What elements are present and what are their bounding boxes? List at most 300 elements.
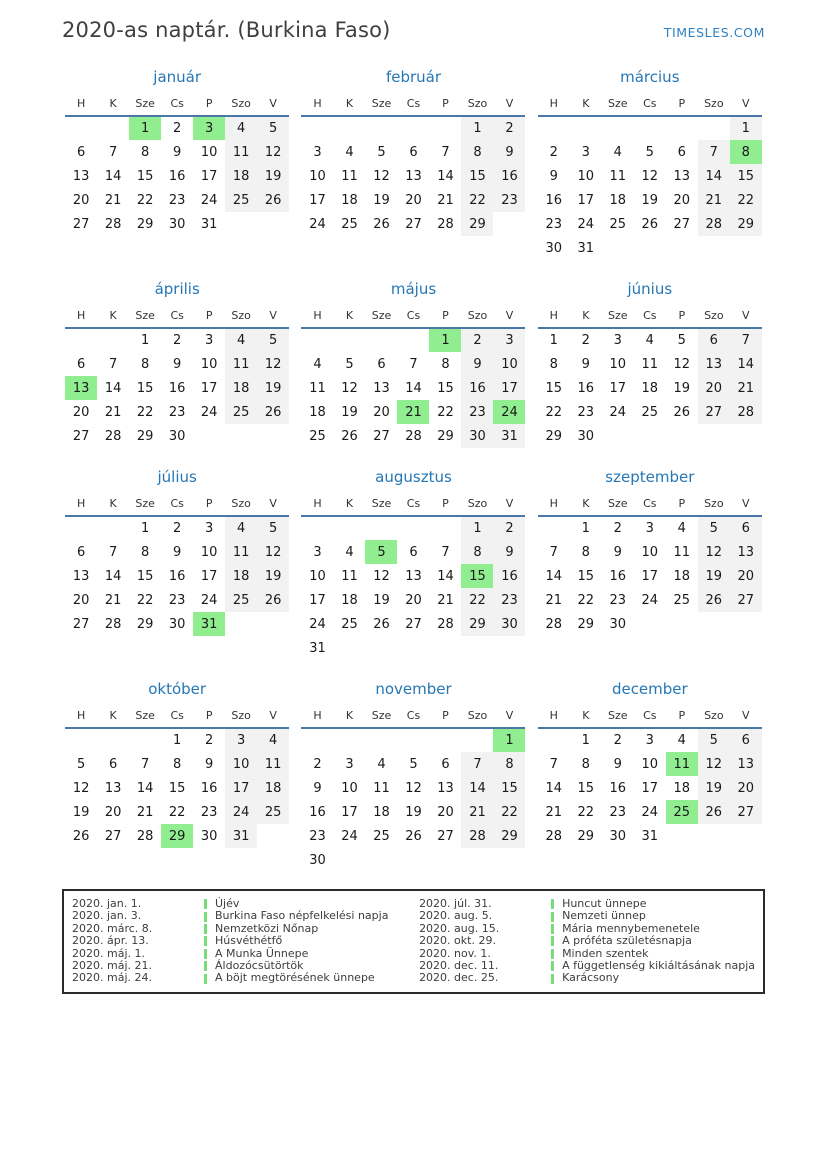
day-cell: 8: [461, 140, 493, 164]
day-cell: 29: [136, 428, 154, 444]
month-january: [62, 66, 292, 236]
weekday-header: V: [742, 709, 750, 722]
day-cell-empty: [365, 848, 397, 872]
day-cell: 13: [373, 380, 390, 396]
day-cell: 20: [405, 192, 422, 208]
day-cell: 13: [437, 780, 454, 796]
day-cell-empty: [666, 824, 698, 848]
day-cell: 28: [437, 616, 454, 632]
day-cell: 2: [173, 333, 182, 348]
day-cell: 17: [341, 804, 358, 820]
day-cell-empty: [365, 328, 397, 352]
holiday-marker-icon: [204, 899, 207, 909]
day-cell-empty: [634, 116, 666, 140]
day-cell: 23: [545, 216, 563, 232]
holiday-marker-icon: [204, 924, 207, 934]
day-cell: 18: [609, 192, 627, 208]
day-cell: 4: [225, 516, 257, 540]
day-cell: 18: [641, 380, 659, 396]
day-cell: 10: [641, 756, 659, 772]
day-cell: 27: [72, 616, 90, 632]
day-cell: 8: [141, 544, 150, 560]
day-cell: 22: [136, 404, 154, 420]
day-cell: 8: [141, 144, 150, 160]
day-cell: 22: [168, 804, 186, 820]
day-cell-empty: [257, 824, 289, 848]
day-cell: 23: [577, 404, 595, 420]
day-cell: 26: [698, 588, 730, 612]
day-cell: 22: [437, 404, 454, 420]
week-row: [301, 540, 525, 564]
day-cell: 12: [641, 168, 659, 184]
day-cell-empty: [730, 236, 762, 260]
week-row: [301, 516, 525, 540]
day-cell-empty: [333, 636, 365, 660]
weekday-header: P: [442, 497, 449, 510]
day-cell: 13: [72, 168, 90, 184]
weekday-header: V: [269, 309, 277, 322]
day-cell: 11: [666, 752, 698, 776]
week-row: [65, 212, 289, 236]
day-cell: 16: [309, 804, 326, 820]
weekday-header: Sze: [135, 97, 155, 110]
day-cell: 14: [461, 776, 493, 800]
day-cell: 31: [193, 612, 225, 636]
day-cell: 5: [257, 328, 289, 352]
week-row: [301, 352, 525, 376]
day-cell: 6: [730, 516, 762, 540]
day-cell: 15: [437, 380, 454, 396]
day-cell: 3: [493, 328, 525, 352]
day-cell: 5: [698, 516, 730, 540]
day-cell: 9: [581, 356, 590, 372]
day-cell-empty: [602, 424, 634, 448]
weekday-header: Szo: [231, 309, 251, 322]
day-cell: 31: [493, 424, 525, 448]
day-cell-empty: [193, 424, 225, 448]
day-cell: 9: [613, 756, 622, 772]
week-row: [301, 188, 525, 212]
day-cell-empty: [333, 728, 365, 752]
day-cell: 31: [200, 216, 218, 232]
day-cell: 30: [461, 424, 493, 448]
holiday-date: 2020. máj. 21.: [72, 959, 152, 973]
week-row: [65, 516, 289, 540]
day-cell: 12: [673, 356, 691, 372]
holiday-marker-icon: [204, 974, 207, 984]
day-cell: 12: [698, 752, 730, 776]
week-row: [65, 352, 289, 376]
day-cell: 20: [673, 192, 691, 208]
day-cell: 15: [136, 380, 154, 396]
day-cell: 4: [677, 733, 686, 748]
week-row: [301, 376, 525, 400]
day-cell-empty: [429, 728, 461, 752]
day-cell: 11: [225, 540, 257, 564]
day-cell-empty: [429, 516, 461, 540]
day-cell: 21: [461, 800, 493, 824]
weekday-header-row: [301, 95, 525, 116]
day-cell: 19: [405, 804, 422, 820]
day-cell-empty: [301, 516, 333, 540]
day-cell: 6: [77, 356, 86, 372]
day-cell: 20: [104, 804, 122, 820]
day-cell: 22: [493, 800, 525, 824]
holiday-marker-icon: [204, 961, 207, 971]
day-cell: 26: [72, 828, 90, 844]
day-cell: 24: [641, 804, 659, 820]
day-cell-empty: [698, 612, 730, 636]
day-cell: 26: [257, 188, 289, 212]
week-row: [538, 376, 762, 400]
day-cell: 6: [441, 756, 450, 772]
day-cell: 6: [77, 144, 86, 160]
day-cell: 9: [173, 356, 182, 372]
day-cell-empty: [257, 424, 289, 448]
week-row: [538, 236, 762, 260]
day-cell: 9: [461, 352, 493, 376]
day-cell: 11: [225, 352, 257, 376]
day-cell: 6: [409, 144, 418, 160]
holiday-date: 2020. aug. 15.: [419, 921, 500, 935]
week-row: [65, 540, 289, 564]
day-cell: 18: [373, 804, 390, 820]
day-cell: 22: [136, 192, 154, 208]
day-cell: 23: [200, 804, 218, 820]
day-cell: 16: [545, 192, 563, 208]
day-cell: 4: [257, 728, 289, 752]
day-cell: 10: [200, 144, 218, 160]
weekday-header: H: [313, 309, 322, 322]
holiday-column: [419, 898, 755, 985]
day-cell: 28: [405, 428, 422, 444]
day-cell: 9: [205, 756, 214, 772]
day-cell: 3: [313, 544, 322, 560]
weekday-header: P: [205, 497, 213, 510]
day-cell: 5: [645, 144, 654, 160]
weekday-header: K: [109, 309, 117, 322]
day-cell: 8: [581, 544, 590, 560]
month-title: február: [385, 68, 442, 86]
holiday-marker-icon: [551, 899, 554, 909]
day-cell: 14: [104, 380, 122, 396]
month-title: december: [611, 680, 688, 698]
day-cell: 15: [461, 564, 493, 588]
holiday-date: 2020. dec. 25.: [419, 971, 499, 985]
day-cell: 15: [577, 780, 595, 796]
day-cell: 3: [205, 333, 214, 348]
day-cell: 26: [373, 616, 390, 632]
weekday-header: H: [77, 497, 86, 510]
weekday-header: V: [742, 497, 750, 510]
weekday-header: Sze: [608, 97, 628, 110]
day-cell: 29: [577, 616, 595, 632]
day-cell: 27: [673, 216, 691, 232]
day-cell-empty: [397, 116, 429, 140]
day-cell: 28: [104, 428, 122, 444]
month-september: [535, 466, 765, 636]
day-cell-empty: [97, 516, 129, 540]
day-cell-empty: [698, 116, 730, 140]
day-cell: 9: [313, 780, 322, 796]
day-cell: 21: [545, 592, 563, 608]
day-cell: 3: [345, 756, 354, 772]
holiday-marker-icon: [551, 974, 554, 984]
day-cell: 26: [641, 216, 659, 232]
weekday-header: H: [77, 709, 86, 722]
day-cell-empty: [397, 848, 429, 872]
day-cell-empty: [493, 212, 525, 236]
day-cell: 15: [730, 164, 762, 188]
month-august: [298, 466, 528, 660]
day-cell: 30: [609, 616, 627, 632]
day-cell: 12: [405, 780, 422, 796]
holiday-marker-icon: [551, 912, 554, 922]
day-cell: 27: [730, 800, 762, 824]
day-cell: 26: [698, 800, 730, 824]
holiday-name: Mária mennybemenetele: [562, 921, 700, 935]
day-cell: 8: [141, 356, 150, 372]
week-row: [301, 636, 525, 660]
day-cell: 28: [730, 400, 762, 424]
day-cell: 1: [549, 333, 558, 348]
day-cell: 1: [730, 116, 762, 140]
page-title: 2020-as naptár. (Burkina Faso): [62, 18, 391, 42]
week-row: [301, 328, 525, 352]
weekday-header: P: [442, 709, 449, 722]
day-cell: 14: [136, 780, 154, 796]
day-cell: 24: [641, 592, 659, 608]
day-cell-empty: [333, 516, 365, 540]
day-cell: 18: [673, 568, 691, 584]
day-cell: 17: [200, 380, 218, 396]
day-cell: 29: [136, 216, 154, 232]
month-july: [62, 466, 292, 636]
week-row: [65, 188, 289, 212]
holiday-marker-icon: [551, 949, 554, 959]
day-cell: 10: [309, 168, 326, 184]
day-cell: 5: [345, 356, 354, 372]
day-cell: 27: [373, 428, 390, 444]
day-cell: 9: [549, 168, 558, 184]
weekday-header: V: [269, 97, 277, 110]
month-title: október: [148, 680, 207, 698]
weekday-header: H: [549, 97, 558, 110]
holiday-name: A próféta születésnapja: [562, 934, 692, 948]
day-cell: 10: [341, 780, 358, 796]
day-cell: 15: [136, 568, 154, 584]
day-cell: 12: [373, 568, 390, 584]
holiday-name: Minden szentek: [562, 946, 649, 960]
day-cell: 4: [225, 328, 257, 352]
day-cell: 7: [461, 752, 493, 776]
weekday-header: Szo: [231, 709, 251, 722]
month-table: [538, 95, 762, 260]
day-cell-empty: [333, 116, 365, 140]
day-cell: 11: [309, 380, 326, 396]
day-cell: 6: [77, 544, 86, 560]
holiday-date: 2020. júl. 31.: [419, 897, 492, 910]
day-cell: 16: [168, 568, 186, 584]
day-cell: 17: [309, 592, 326, 608]
week-row: [65, 612, 289, 636]
week-row: [301, 116, 525, 140]
day-cell: 12: [341, 380, 358, 396]
day-cell-empty: [397, 328, 429, 352]
holiday-date: 2020. aug. 5.: [419, 909, 493, 923]
weekday-header-row: [301, 707, 525, 728]
month-table: [301, 707, 525, 872]
day-cell: 30: [309, 852, 326, 868]
day-cell: 4: [345, 544, 354, 560]
day-cell: 20: [437, 804, 454, 820]
day-cell: 10: [609, 356, 627, 372]
day-cell: 7: [441, 544, 450, 560]
holiday-row: [72, 972, 403, 984]
week-row: [65, 376, 289, 400]
weekday-header: K: [582, 97, 590, 110]
site-link[interactable]: TIMESLES.COM: [663, 25, 765, 40]
weekday-header-row: [65, 95, 289, 116]
day-cell: 20: [373, 404, 390, 420]
day-cell: 6: [698, 328, 730, 352]
holiday-date: 2020. máj. 1.: [72, 946, 145, 960]
holiday-date: 2020. jan. 1.: [72, 897, 142, 910]
day-cell: 29: [577, 828, 595, 844]
day-cell: 12: [373, 168, 390, 184]
weekday-header-row: [538, 95, 762, 116]
weekday-header: H: [549, 309, 558, 322]
holiday-name: Húsvéthétfő: [215, 934, 283, 948]
week-row: [301, 848, 525, 872]
day-cell: 23: [493, 588, 525, 612]
day-cell: 10: [200, 356, 218, 372]
week-row: [538, 564, 762, 588]
day-cell: 8: [549, 356, 558, 372]
week-row: [301, 164, 525, 188]
day-cell: 28: [545, 828, 563, 844]
day-cell: 21: [104, 404, 122, 420]
day-cell-empty: [730, 612, 762, 636]
day-cell: 29: [493, 824, 525, 848]
day-cell-empty: [461, 728, 493, 752]
weekday-header: H: [77, 309, 86, 322]
day-cell: 24: [309, 616, 326, 632]
weekday-header: P: [442, 309, 449, 322]
day-cell: 16: [168, 380, 186, 396]
day-cell-empty: [301, 728, 333, 752]
day-cell-empty: [493, 848, 525, 872]
day-cell: 5: [365, 540, 397, 564]
weekday-header-row: [65, 707, 289, 728]
day-cell: 26: [257, 400, 289, 424]
weekday-header: Szo: [704, 709, 724, 722]
day-cell: 5: [698, 728, 730, 752]
day-cell: 9: [173, 144, 182, 160]
weekday-header-row: [538, 307, 762, 328]
weekday-header: P: [678, 497, 686, 510]
weekday-header: P: [205, 97, 213, 110]
day-cell: 21: [104, 592, 122, 608]
day-cell: 18: [225, 376, 257, 400]
day-cell-empty: [129, 728, 161, 752]
week-row: [538, 140, 762, 164]
day-cell: 21: [730, 376, 762, 400]
weekday-header: K: [109, 709, 117, 722]
day-cell: 3: [205, 521, 214, 536]
month-table: [301, 95, 525, 236]
day-cell: 21: [136, 804, 154, 820]
day-cell-empty: [333, 848, 365, 872]
day-cell: 4: [313, 356, 322, 372]
day-cell: 12: [257, 140, 289, 164]
day-cell: 3: [613, 333, 622, 348]
day-cell: 8: [461, 540, 493, 564]
day-cell: 24: [200, 192, 218, 208]
day-cell: 22: [730, 188, 762, 212]
day-cell: 13: [730, 540, 762, 564]
day-cell: 25: [666, 800, 698, 824]
day-cell: 19: [373, 592, 390, 608]
day-cell: 13: [698, 352, 730, 376]
day-cell-empty: [365, 636, 397, 660]
day-cell: 5: [257, 116, 289, 140]
day-cell: 12: [72, 780, 90, 796]
day-cell: 28: [136, 828, 154, 844]
day-cell: 23: [461, 400, 493, 424]
week-row: [65, 424, 289, 448]
weekday-header-row: [301, 495, 525, 516]
day-cell: 8: [730, 140, 762, 164]
week-row: [538, 424, 762, 448]
day-cell: 16: [200, 780, 218, 796]
weekday-header-row: [538, 707, 762, 728]
weekday-header: V: [505, 497, 514, 510]
day-cell: 6: [730, 728, 762, 752]
week-row: [301, 824, 525, 848]
day-cell: 28: [104, 616, 122, 632]
holiday-marker-icon: [551, 961, 554, 971]
day-cell: 23: [168, 592, 186, 608]
month-title: május: [390, 280, 437, 298]
day-cell: 24: [341, 828, 358, 844]
day-cell: 5: [377, 144, 386, 160]
month-title: szeptember: [605, 468, 695, 486]
weekday-header: Cs: [170, 497, 184, 510]
day-cell-empty: [65, 328, 97, 352]
day-cell: 19: [373, 192, 390, 208]
week-row: [65, 776, 289, 800]
day-cell-empty: [225, 612, 257, 636]
day-cell-empty: [257, 212, 289, 236]
day-cell-empty: [97, 116, 129, 140]
weekday-header: K: [345, 497, 354, 510]
weekday-header: Cs: [406, 497, 421, 510]
day-cell: 23: [309, 828, 326, 844]
month-june: [535, 278, 765, 448]
week-row: [301, 400, 525, 424]
day-cell: 14: [104, 168, 122, 184]
day-cell: 29: [437, 428, 454, 444]
day-cell: 29: [461, 612, 493, 636]
week-row: [301, 800, 525, 824]
day-cell: 20: [72, 192, 90, 208]
day-cell-empty: [493, 636, 525, 660]
day-cell: 23: [609, 592, 627, 608]
weekday-header: K: [109, 97, 117, 110]
day-cell: 8: [173, 756, 182, 772]
day-cell: 18: [341, 192, 358, 208]
